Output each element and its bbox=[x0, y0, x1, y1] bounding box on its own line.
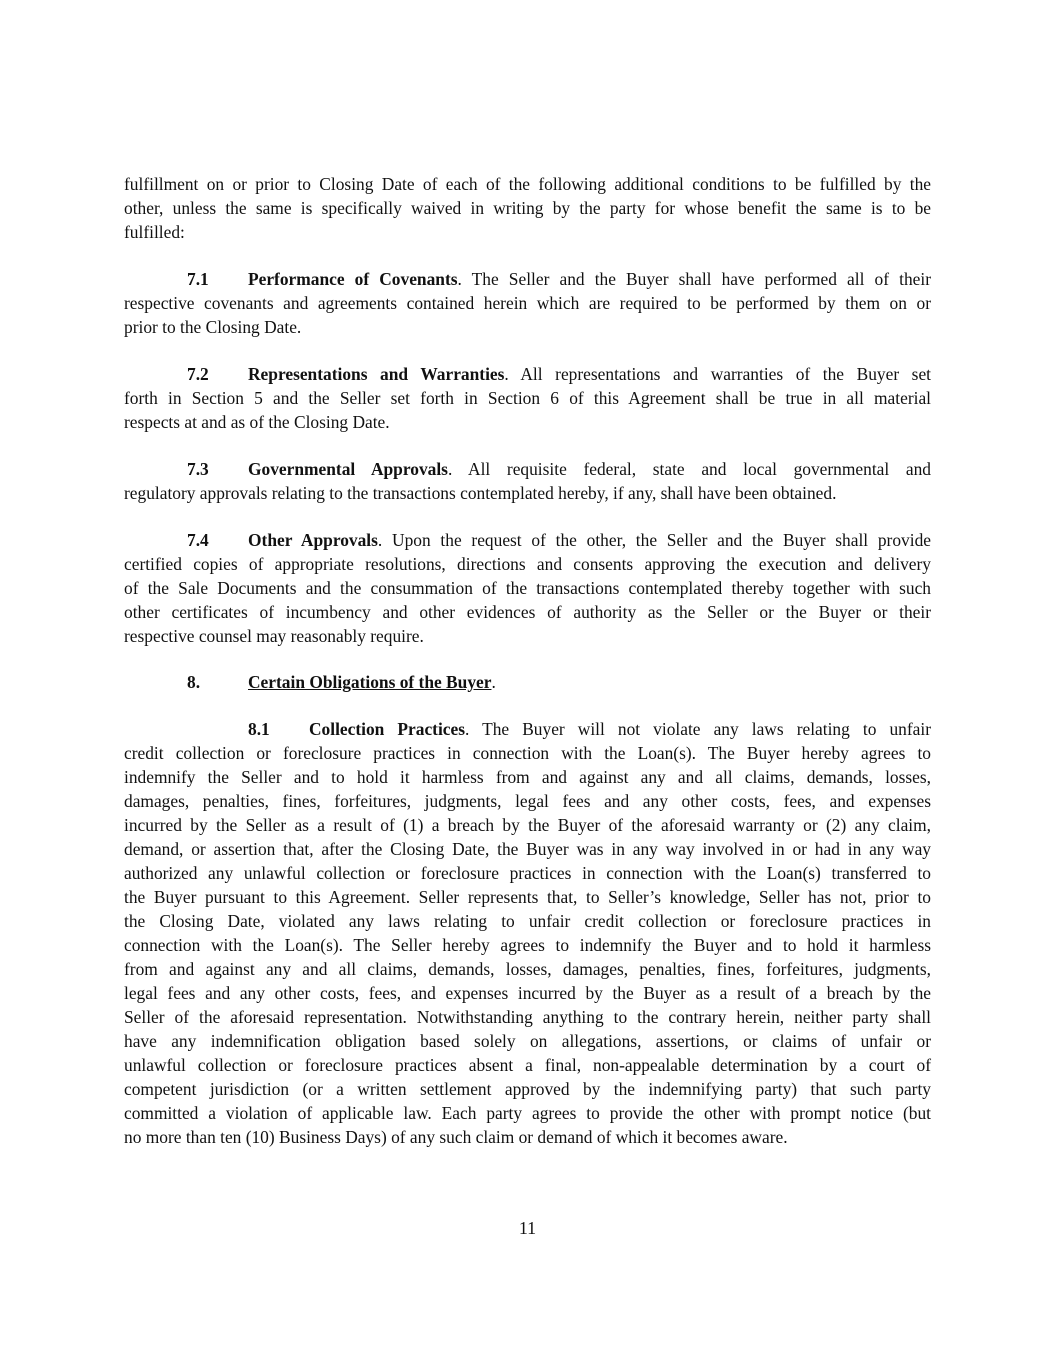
intro-line: fulfillment on or prior to Closing Date of each of the following additional conditions to be fulfilled by the bbox=[124, 174, 931, 194]
section-7-4-first-line bbox=[187, 528, 931, 552]
section-heading: Performance of Covenants bbox=[248, 269, 458, 289]
section-text: . The Buyer will not violate any laws relating to unfair bbox=[465, 719, 931, 739]
section-8-1-line: the Buyer pursuant to this Agreement. Seller represents that, to Seller’s knowledge, Seller has not, prior to bbox=[124, 887, 931, 907]
intro-line: fulfilled: bbox=[124, 222, 185, 242]
section-7-2-line: respects at and as of the Closing Date. bbox=[124, 412, 390, 432]
intro-line: other, unless the same is specifically waived in writing by the party for whose benefit the same is to be bbox=[124, 198, 931, 218]
article-8-heading bbox=[187, 670, 931, 694]
section-heading: Governmental Approvals bbox=[248, 459, 448, 479]
article-heading-suffix: . bbox=[491, 672, 496, 692]
section-8-1-line: competent jurisdiction (or a written settlement approved by the indemnifying party) that such party bbox=[124, 1079, 931, 1099]
section-8-1-line: indemnify the Seller and to hold it harmless from and against any and all claims, demands, losses, bbox=[124, 767, 931, 787]
section-text: . All requisite federal, state and local governmental and bbox=[447, 459, 931, 479]
section-heading: Other Approvals bbox=[248, 530, 378, 550]
article-number: 8. bbox=[187, 672, 201, 692]
section-number: 7.2 bbox=[187, 364, 209, 384]
section-text: . All representations and warranties of the Buyer set bbox=[504, 364, 932, 384]
section-8-1-line: damages, penalties, fines, forfeitures, judgments, legal fees and any other costs, fees, and expenses bbox=[124, 791, 931, 811]
section-7-4-line: other certificates of incumbency and other evidences of authority as the Seller or the Buyer or their bbox=[124, 602, 931, 622]
section-8-1-line: no more than ten (10) Business Days) of any such claim or demand of which it becomes aware. bbox=[124, 1127, 788, 1147]
section-8-1-line: committed a violation of applicable law. Each party agrees to provide the other with prompt notice (but bbox=[124, 1103, 931, 1123]
section-number: 7.1 bbox=[187, 269, 209, 289]
section-number: 7.4 bbox=[187, 530, 209, 550]
section-8-1-line: unlawful collection or foreclosure practices absent a final, non-appealable determination by a court of bbox=[124, 1055, 931, 1075]
section-7-4-line: respective counsel may reasonably require. bbox=[124, 626, 424, 646]
section-8-1-line: incurred by the Seller as a result of (1) a breach by the Buyer of the aforesaid warranty or (2) any claim, bbox=[124, 815, 931, 835]
section-text: . Upon the request of the other, the Seller and the Buyer shall provide bbox=[377, 530, 931, 550]
section-8-1-line: credit collection or foreclosure practices in connection with the Loan(s). The Buyer hereby agrees to bbox=[124, 743, 931, 763]
section-7-1-line: respective covenants and agreements contained herein which are required to be performed by them on or bbox=[124, 293, 931, 313]
section-8-1-line: Seller of the aforesaid representation. Notwithstanding anything to the contrary herein, neither party shall bbox=[124, 1007, 931, 1027]
page-number: 11 bbox=[518, 1218, 537, 1238]
section-7-3-line: regulatory approvals relating to the transactions contemplated hereby, if any, shall have been obtained. bbox=[124, 483, 837, 503]
section-8-1-line: from and against any and all claims, demands, losses, damages, penalties, fines, forfeitures, judgments, bbox=[124, 959, 931, 979]
section-7-2-line: forth in Section 5 and the Seller set forth in Section 6 of this Agreement shall be true in all material bbox=[124, 388, 931, 408]
section-7-4-line: certified copies of appropriate resolutions, directions and consents approving the execution and delivery bbox=[124, 554, 931, 574]
section-heading: Collection Practices bbox=[309, 719, 465, 739]
section-7-4-line: of the Sale Documents and the consummation of the transactions contemplated thereby together with such bbox=[124, 578, 931, 598]
section-number: 8.1 bbox=[248, 719, 270, 739]
section-number: 7.3 bbox=[187, 459, 209, 479]
section-8-1-line: legal fees and any other costs, fees, and expenses incurred by the Buyer as a result of a breach by the bbox=[124, 983, 931, 1003]
section-8-1-line: the Closing Date, violated any laws relating to unfair credit collection or foreclosure practices in bbox=[124, 911, 931, 931]
section-8-1-line: have any indemnification obligation based solely on allegations, assertions, or claims of unfair or bbox=[124, 1031, 931, 1051]
section-8-1-first-line bbox=[248, 717, 931, 741]
section-7-3-first-line bbox=[187, 457, 931, 481]
section-8-1-line: connection with the Loan(s). The Seller hereby agrees to indemnify the Buyer and to hold it harmless bbox=[124, 935, 931, 955]
article-heading: Certain Obligations of the Buyer bbox=[248, 672, 492, 692]
section-7-1-first-line bbox=[187, 267, 931, 291]
section-heading: Representations and Warranties bbox=[248, 364, 505, 384]
section-8-1-line: demand, or assertion that, after the Closing Date, the Buyer was in any way involved in or had in any way bbox=[124, 839, 931, 859]
section-8-1-line: authorized any unlawful collection or foreclosure practices in connection with the Loan(s) transferred to bbox=[124, 863, 931, 883]
section-7-2-first-line bbox=[187, 362, 931, 386]
section-text: . The Seller and the Buyer shall have performed all of their bbox=[457, 269, 931, 289]
section-7-1-line: prior to the Closing Date. bbox=[124, 317, 302, 337]
